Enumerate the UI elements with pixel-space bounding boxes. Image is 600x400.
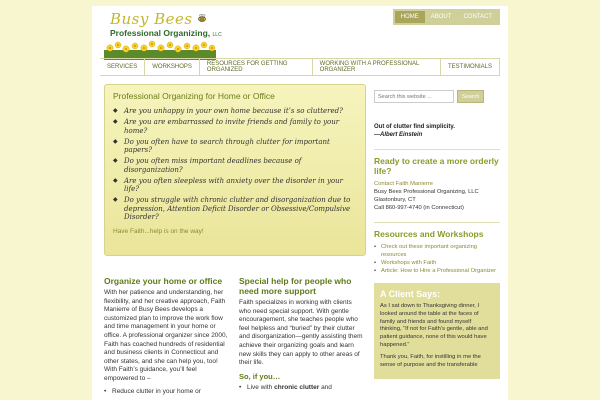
feature-heading: Professional Organizing for Home or Office bbox=[113, 91, 275, 101]
feature-question: ◆ Are you unhappy in your own home because it’s so cluttered? bbox=[113, 107, 357, 116]
logo-subtitle: Professional Organizing, LLC bbox=[110, 28, 222, 38]
feature-box bbox=[104, 84, 366, 256]
client-quote-2: Thank you, Faith, for instilling in me the sense of purpose and the transferable bbox=[380, 353, 481, 368]
sidebar-quote bbox=[374, 123, 500, 139]
bee-icon bbox=[196, 12, 208, 24]
top-nav bbox=[393, 9, 500, 25]
resources-heading: Resources and Workshops bbox=[374, 222, 500, 239]
company-phone: Call 860-997-4740 (in Connecticut) bbox=[374, 205, 464, 211]
organize-list bbox=[104, 388, 228, 397]
feature-tagline: Have Faith...help is on the way! bbox=[113, 227, 204, 235]
special-help-heading: Special help for people who need more support bbox=[239, 276, 352, 296]
organize-body: With her patience and understanding, her flexibility, and her creative approach, Faith Manierre of Busy Bees develops a customized plan to improve the work flow and time management in your home or office. A professional organizer since 2000, Faith has coached hundreds of residential and business clients in Connecticut and other states, and she can help you, too! With Faith’s guidance, you’ll feel empowered to – bbox=[104, 289, 228, 382]
search-button[interactable]: Search bbox=[457, 90, 484, 103]
client-quote-1: As I sat down to Thanksgiving dinner, I looked around the table at the faces of family and friends and found myself thinking, “If not for Faith’s gentle, able and patient guidance, none of this would have happened.” bbox=[380, 303, 488, 348]
organize-heading: Organize your home or office bbox=[104, 276, 223, 286]
feature-question: ◆ Do you often have to search through clutter for important papers? bbox=[113, 138, 357, 155]
top-nav-contact[interactable]: CONTACT bbox=[457, 11, 498, 23]
company-name: Busy Bees Professional Organizing, LLC bbox=[374, 189, 479, 195]
list-item: • Reduce clutter in your home or bbox=[104, 388, 228, 397]
nav-working-with-organizer[interactable]: WORKING WITH A PROFESSIONAL ORGANIZER bbox=[313, 59, 441, 75]
feature-question: ◆ Do you struggle with chronic clutter and disorganization due to depression, Attention Deficit Disorder or Obsessive/Compulsive Disorder? bbox=[113, 196, 357, 222]
main-nav bbox=[100, 58, 500, 76]
quote-text: Out of clutter find simplicity. bbox=[374, 124, 455, 130]
client-says-heading: A Client Says: bbox=[380, 289, 441, 299]
logo-title: Busy Bees bbox=[110, 10, 193, 28]
sidebar bbox=[374, 84, 500, 379]
nav-services[interactable]: SERVICES bbox=[100, 59, 145, 75]
feature-question: ◆ Are you are embarrassed to invite friends and family to your home? bbox=[113, 118, 357, 135]
special-help-list bbox=[239, 384, 363, 393]
feature-question-list bbox=[113, 107, 357, 222]
resources-list bbox=[374, 243, 500, 275]
feature-question: ◆ Are you often sleepless with anxiety over the disorder in your life? bbox=[113, 177, 357, 194]
list-item-bold: chronic clutter bbox=[274, 383, 320, 391]
resource-link[interactable]: • Check out these important organizing resources bbox=[374, 243, 500, 259]
search-input[interactable] bbox=[374, 90, 454, 103]
list-item-suffix: and bbox=[319, 383, 332, 391]
nav-testimonials[interactable]: TESTIMONIALS bbox=[441, 59, 500, 75]
nav-workshops[interactable]: WORKSHOPS bbox=[145, 59, 200, 75]
top-nav-home[interactable]: HOME bbox=[395, 11, 425, 23]
feature-question: ◆ Do you often miss important deadlines because of disorganization? bbox=[113, 157, 357, 174]
resource-link[interactable]: • Workshops with Faith bbox=[374, 259, 500, 267]
page bbox=[92, 6, 508, 400]
list-item-prefix: Live with bbox=[247, 383, 275, 391]
search-form bbox=[374, 90, 500, 103]
list-item bbox=[239, 384, 363, 393]
company-city: Glastonbury, CT bbox=[374, 197, 416, 203]
logo[interactable] bbox=[100, 10, 222, 60]
nav-resources[interactable]: RESOURCES FOR GETTING ORGANIZED bbox=[200, 59, 313, 75]
contact-link[interactable]: Contact Faith Manierre bbox=[374, 181, 433, 187]
top-nav-about[interactable]: ABOUT bbox=[425, 11, 458, 23]
client-testimonial-box bbox=[374, 283, 500, 379]
ready-heading: Ready to create a more orderly life? bbox=[374, 149, 500, 176]
quote-author: —Albert Einstein bbox=[374, 132, 423, 138]
logo-subtitle-text: Professional Organizing bbox=[110, 28, 208, 38]
resource-link[interactable]: • Article: How to Hire a Professional Organizer bbox=[374, 267, 500, 275]
content-column-special-help bbox=[239, 276, 363, 392]
logo-llc: LLC bbox=[212, 32, 222, 38]
daffodils-image bbox=[104, 38, 216, 60]
special-help-body: Faith specializes in working with clients who need special support. With gentle encouragement, she teaches people who feel helpless and “buried” by their clutter and disorganization—gently assisting them achieve their organizing goals and learn new skills they can apply to other areas of their life. bbox=[239, 299, 363, 367]
so-if-you-heading: So, if you… bbox=[239, 371, 281, 381]
content-column-organize bbox=[104, 276, 228, 396]
